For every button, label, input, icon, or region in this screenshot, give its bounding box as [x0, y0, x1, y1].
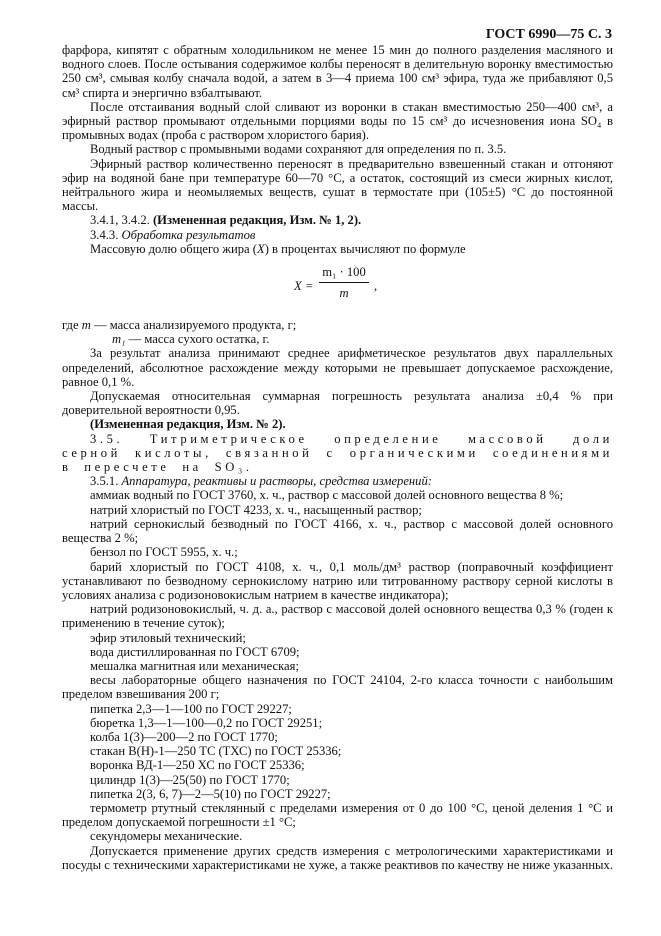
list-item: натрий родизоновокислый, ч. д. а., раствор с массовой долей основного вещества 0,3 % (годен к применению в течение суток); [62, 602, 613, 631]
page-header: ГОСТ 6990—75 С. 3 [485, 27, 612, 42]
list-item: цилиндр 1(3)—25(50) по ГОСТ 1770; [90, 772, 290, 787]
list-item: пипетка 2,3—1—100 по ГОСТ 29227; [90, 701, 292, 716]
list-item: мешалка магнитная или механическая; [90, 658, 299, 673]
text: — масса сухого остатка, г. [125, 332, 270, 347]
amendment-note: (Измененная редакция, Изм. № 2). [90, 417, 286, 432]
formula [62, 262, 613, 312]
amendment-note [62, 213, 613, 227]
subsection-title: Обработка результатов [121, 227, 256, 242]
list-item: бюретка 1,3—1—100—0,2 по ГОСТ 29251; [90, 715, 323, 730]
paragraph: За результат анализа принимают среднее арифметическое результатов двух параллельных определений, абсолютное расхождение между которыми не превышает допускаемое расхождение, равное 0,1 %. [62, 346, 613, 389]
amendment-text: (Измененная редакция, Изм. № 1, 2). [152, 213, 362, 228]
paragraph: Допускаемая относительная суммарная погрешность результата анализа ±0,4 % при доверительной вероятности 0,95. [62, 389, 613, 418]
variable: m [81, 318, 91, 333]
text: где [62, 318, 82, 333]
fraction [319, 265, 369, 300]
section-heading: 3.5. Титриметрическое определение массовой доли серной кислоты, связанной с органическими соединениями в пересчете на SO₃. [62, 431, 613, 475]
list-item: эфир этиловый технический; [90, 630, 246, 645]
list-item: термометр ртутный стеклянный с пределами измерения от 0 до 100 °С, ценой деления 1 °С и пределом допускаемой погрешности ±1 °С; [62, 800, 613, 830]
subsection-title: Аппаратура, реактивы и растворы, средства измерений: [121, 474, 432, 489]
clause-number: 3.5.1. [90, 474, 122, 489]
subsection-heading [62, 228, 613, 242]
list-item: натрий сернокислый безводный по ГОСТ 4166, х. ч., раствор с массовой долей основного вещества 2 %; [62, 516, 613, 546]
list-item: натрий хлористый по ГОСТ 4233, х. ч., насыщенный раствор; [90, 502, 422, 517]
variable: m₁ [112, 332, 126, 347]
paragraph: Допускается применение других средств измерения с метрологическими характеристиками и посуды с техническими характеристиками не хуже, а также реактивов по качеству не ниже указанных. [62, 843, 613, 872]
variable: X [256, 241, 265, 256]
paragraph: Водный раствор с промывными водами сохраняют для определения по п. 3.5. [90, 142, 507, 157]
variable-definition [62, 318, 613, 332]
denominator: m [339, 286, 349, 301]
paragraph: После отстаивания водный слой сливают из воронки в стакан вместимостью 250—400 см³, а эфирный раствор промывают отдельными порциями воды по 15 см³ до исчезновения иона SO₄ в промывных водах (проба с раствором хлористого бария). [62, 99, 613, 143]
text: ) в процентах вычисляют по формуле [264, 241, 466, 256]
text: Массовую долю общего жира ( [90, 241, 257, 256]
list-item: воронка ВД-1—250 ХС по ГОСТ 25336; [90, 758, 305, 773]
formula-lhs: X = [294, 279, 314, 294]
list-item: вода дистиллированная по ГОСТ 6709; [90, 644, 300, 659]
subsection-heading [62, 474, 613, 488]
list-item: стакан В(Н)-1—250 ТС (ТХС) по ГОСТ 25336; [90, 744, 342, 759]
paragraph: фарфора, кипятят с обратным холодильником не менее 15 мин до полного разделения масляного и водного слоев. После остывания содержимое колбы переносят в делительную воронку вместимостью 250 см³, смывая колбу сначала водой, а затем в 3—4 приема 100 см³ эфира, туда же прибавляют 0,5 см³ спирта и энергично взбалтывают. [62, 43, 613, 100]
list-item: барий хлористый по ГОСТ 4108, х. ч., 0,1 моль/дм³ раствор (поправочный коэффициент устанавливают по безводному сернокислому натрию или титрованному раствору серной кислоты в условиях анализа с родизоновокислым натрием в качестве индикатора); [62, 559, 613, 602]
list-item: аммиак водный по ГОСТ 3760, х. ч., раствор с массовой долей основного вещества 8 %; [90, 488, 564, 503]
paragraph: Эфирный раствор количественно переносят в предварительно взвешенный стакан и отгоняют эфир на водяной бане при температуре 60—70 °С, а остаток, состоящий из смеси жирных кислот, нейтрального жира и неомыляемых веществ, сушат в термостате при (105±5) °С до постоянной массы. [62, 156, 613, 214]
list-item: колба 1(3)—200—2 по ГОСТ 1770; [90, 729, 278, 744]
variable-definition [62, 332, 613, 346]
text: — масса анализируемого продукта, г; [90, 318, 297, 333]
clause-number: 3.4.1, 3.4.2. [90, 213, 153, 228]
list-item: секундомеры механические. [90, 829, 243, 844]
document-body [62, 43, 613, 872]
list-item: весы лабораторные общего назначения по ГОСТ 24104, 2-го класса точности с наибольшим пределом взвешивания 200 г; [62, 673, 613, 702]
equipment-list [62, 488, 613, 843]
clause-number: 3.4.3. [90, 227, 122, 242]
list-item: бензол по ГОСТ 5955, х. ч.; [90, 545, 238, 560]
list-item: пипетка 2(3, 6, 7)—2—5(10) по ГОСТ 29227; [90, 786, 331, 801]
paragraph [62, 242, 613, 256]
formula-comma: , [374, 279, 378, 294]
numerator: m₁ · 100 [319, 265, 369, 283]
